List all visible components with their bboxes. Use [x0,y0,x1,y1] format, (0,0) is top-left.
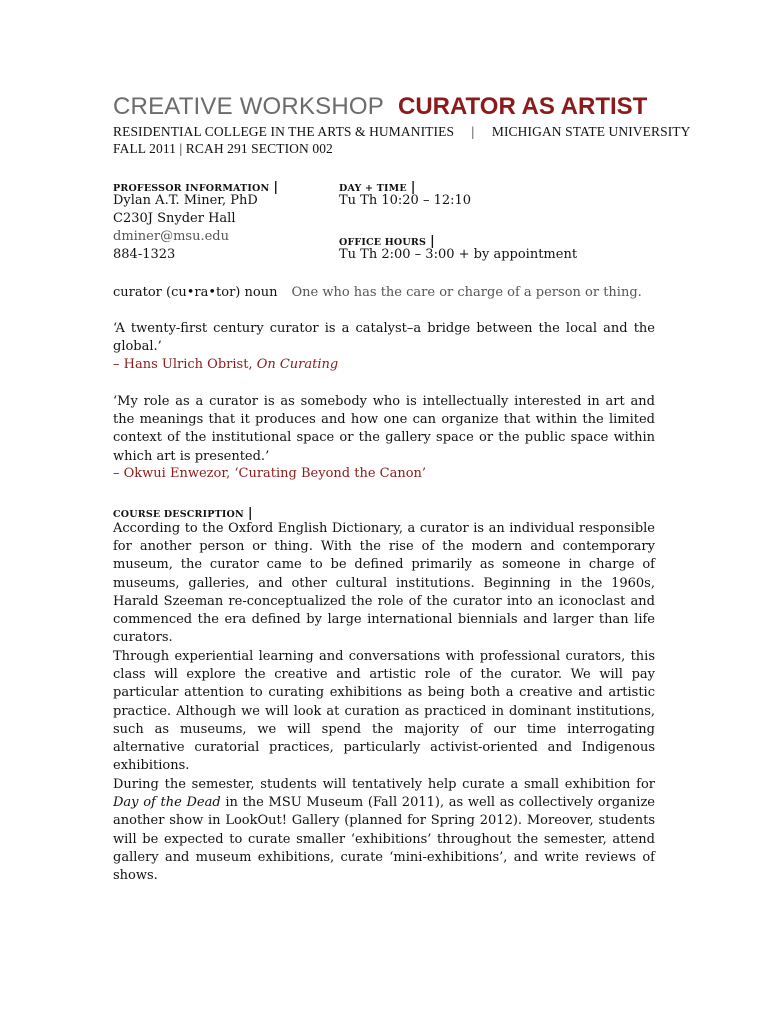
professor-email[interactable]: dminer@msu.edu [113,229,229,244]
title-workshop: CREATIVE WORKSHOP [113,93,384,120]
course-description-paragraph-2: Through experiential learning and conversations with professional curators, this class will explore the creative and artistic role of the curator. We will pay particular attention to curating exhibitions as being both a creative and artistic practice. Although we will look at curation as practiced in dominant institutions, such as museums, we will spend the majority of our time interrogating alternative curatorial practices, particularly activist-oriented and Indigenous exhibitions. [113,649,655,774]
book-title: On Curating [256,357,339,372]
college-name: RESIDENTIAL COLLEGE IN THE ARTS & HUMANITIES [113,124,455,139]
quote-obrist: ‘A twenty-first century curator is a catalyst–a bridge between the local and the global.’ [113,321,655,355]
professor-heading: PROFESSOR INFORMATION | [113,180,279,195]
quote-enwezor-attribution: – Okwui Enwezor, ‘Curating Beyond the Canon’ [113,466,427,481]
course-description-heading: COURSE DESCRIPTION | [113,506,253,521]
university-name: MICHIGAN STATE UNIVERSITY [491,124,691,139]
course-description-paragraph-3: During the semester, students will tentatively help curate a small exhibition for Day of the Dead in the MSU Museum (Fall 2011), as well as collectively organize another show in LookOut! Gallery (planned for Spring 2012). Moreover, students will be expected to curate smaller ‘exhibitions’ throughout the semester, attend gallery and museum exhibitions, curate ‘mini-exhibitions’, and write reviews of shows. [113,777,655,884]
professor-office: C230J Snyder Hall [113,211,236,226]
quote-obrist-attribution: – Hans Ulrich Obrist, On Curating [113,357,339,372]
day-time-heading: DAY + TIME | [339,180,416,195]
definition-term: curator (cu•ra•tor) noun [113,285,278,300]
definition [113,285,642,300]
course-description-paragraph-1: According to the Oxford English Dictionary, a curator is an individual responsible for another person or thing. With the rise of the modern and contemporary museum, the curator came to be defined primarily as someone in charge of museums, galleries, and other cultural institutions. Beginning in the 1960s, Harald Szeeman re-conceptualized the role of the curator into an iconoclast and commenced the era defined by large international biennials and larger than life curators. [113,521,655,646]
quote-enwezor: ‘My role as a curator is as somebody who is intellectually interested in art and the meanings that it produces and how one can organize that within the limited context of the institutional space or the gallery space or the public space within which art is presented.’ [113,394,655,464]
office-hours-heading: OFFICE HOURS | [339,234,435,249]
professor-name: Dylan A.T. Miner, PhD [113,193,258,208]
definition-meaning: One who has the care or charge of a person or thing. [291,285,642,300]
class-day-time: Tu Th 10:20 – 12:10 [339,193,472,208]
document-title [113,93,647,121]
term-line: FALL 2011 | RCAH 291 SECTION 002 [113,141,333,156]
institution-line [113,124,691,140]
professor-phone: 884-1323 [113,247,176,262]
office-hours: Tu Th 2:00 – 3:00 + by appointment [339,247,578,262]
title-course: CURATOR AS ARTIST [398,93,648,120]
separator: | [471,124,475,139]
exhibition-title: Day of the Dead [113,795,221,811]
